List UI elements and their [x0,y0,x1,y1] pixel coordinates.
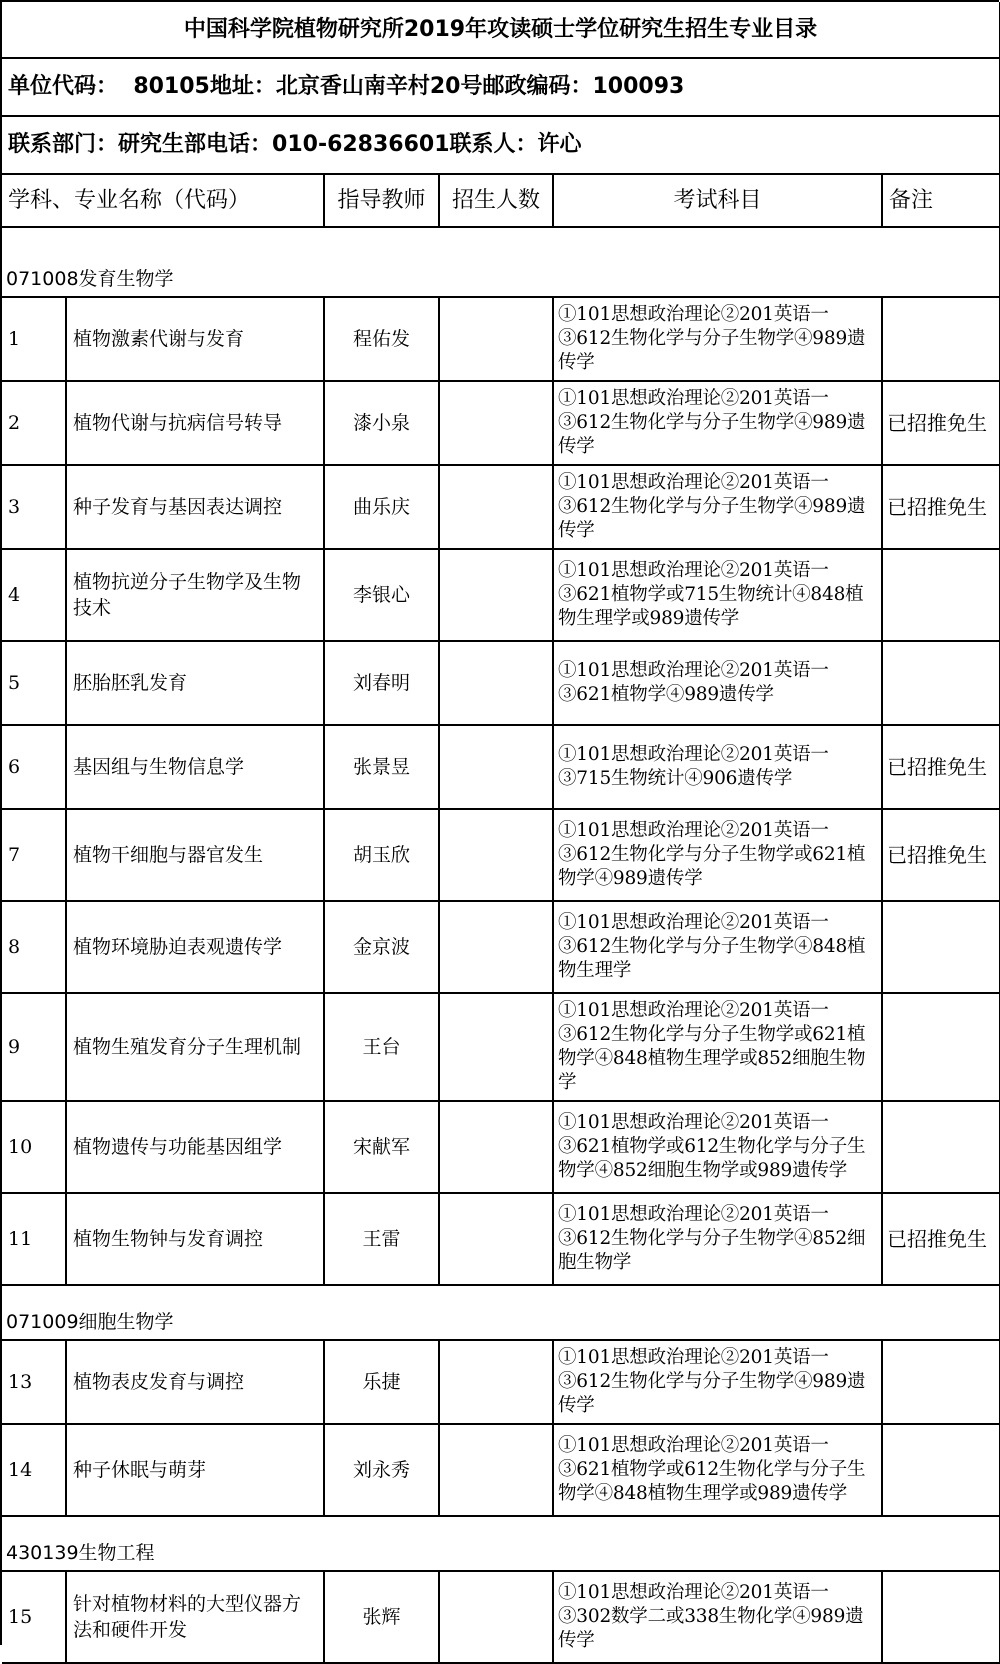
header-note: 备注 [883,175,1000,228]
research-direction: 植物生殖发育分子生理机制 [67,994,325,1102]
quota-cell [440,1572,554,1664]
row-number: 4 [2,550,67,642]
note-cell [883,902,1000,994]
advisor-name: 李银心 [325,550,440,642]
research-direction: 植物环境胁迫表观遗传学 [67,902,325,994]
postcode: 邮政编码：100093 [482,74,685,99]
note-cell: 已招推免生 [883,810,1000,902]
note-cell: 已招推免生 [883,466,1000,550]
row-number: 15 [2,1572,67,1664]
advisor-name: 金京波 [325,902,440,994]
exam-subjects: ①101思想政治理论②201英语一③612生物化学与分子生物学④989遗传学 [554,298,883,382]
row-number: 2 [2,382,67,466]
research-direction: 植物表皮发育与调控 [67,1341,325,1425]
row-number: 14 [2,1425,67,1517]
exam-subjects: ①101思想政治理论②201英语一③621植物学或612生物化学与分子生物学④848植物生理学或989遗传学 [554,1425,883,1517]
department: 联系部门：研究生部 [8,132,207,157]
quota-cell [440,466,554,550]
header-exam: 考试科目 [554,175,883,228]
row-number: 7 [2,810,67,902]
research-direction: 基因组与生物信息学 [67,726,325,810]
advisor-name: 张辉 [325,1572,440,1664]
address: 地址：北京香山南辛村20号 [209,74,483,99]
info-row-unit [2,59,1000,117]
unit-code: 单位代码： 80105 [8,74,210,99]
note-cell: 已招推免生 [883,726,1000,810]
research-direction: 植物遗传与功能基因组学 [67,1102,325,1194]
research-direction: 种子发育与基因表达调控 [67,466,325,550]
quota-cell [440,1102,554,1194]
quota-cell [440,902,554,994]
note-cell [883,1341,1000,1425]
advisor-name: 乐捷 [325,1341,440,1425]
row-number: 13 [2,1341,67,1425]
advisor-name: 刘春明 [325,642,440,726]
contact-person: 联系人：许心 [449,132,582,157]
advisor-name: 程佑发 [325,298,440,382]
quota-cell [440,642,554,726]
header-advisor: 指导教师 [325,175,440,228]
quota-cell [440,1341,554,1425]
row-number: 6 [2,726,67,810]
info-row-contact [2,117,1000,175]
exam-subjects: ①101思想政治理论②201英语一③612生物化学与分子生物学或621植物学④989遗传学 [554,810,883,902]
note-cell: 已招推免生 [883,382,1000,466]
exam-subjects: ①101思想政治理论②201英语一③612生物化学与分子生物学④852细胞生物学 [554,1194,883,1286]
section-heading: 071008发育生物学 [2,228,1000,298]
row-number: 10 [2,1102,67,1194]
exam-subjects: ①101思想政治理论②201英语一③302数学二或338生物化学④989遗传学 [554,1572,883,1664]
note-cell [883,298,1000,382]
research-direction: 植物激素代谢与发育 [67,298,325,382]
quota-cell [440,550,554,642]
exam-subjects: ①101思想政治理论②201英语一③612生物化学与分子生物学或621植物学④848植物生理学或852细胞生物学 [554,994,883,1102]
exam-subjects: ①101思想政治理论②201英语一③621植物学或715生物统计④848植物生理学或989遗传学 [554,550,883,642]
row-number: 9 [2,994,67,1102]
quota-cell [440,1194,554,1286]
exam-subjects: ①101思想政治理论②201英语一③612生物化学与分子生物学④848植物生理学 [554,902,883,994]
research-direction: 植物抗逆分子生物学及生物技术 [67,550,325,642]
section-heading: 430139生物工程 [2,1517,1000,1572]
note-cell [883,550,1000,642]
row-number: 1 [2,298,67,382]
page-title: 中国科学院植物研究所2019年攻读硕士学位研究生招生专业目录 [2,2,1000,59]
exam-subjects: ①101思想政治理论②201英语一③621植物学④989遗传学 [554,642,883,726]
quota-cell [440,1425,554,1517]
advisor-name: 张景昱 [325,726,440,810]
row-number: 8 [2,902,67,994]
header-major: 学科、专业名称（代码） [2,175,325,228]
header-quota: 招生人数 [440,175,554,228]
note-cell: 已招推免生 [883,1194,1000,1286]
note-cell [883,994,1000,1102]
research-direction: 胚胎胚乳发育 [67,642,325,726]
research-direction: 植物干细胞与器官发生 [67,810,325,902]
quota-cell [440,994,554,1102]
quota-cell [440,810,554,902]
quota-cell [440,298,554,382]
advisor-name: 宋献军 [325,1102,440,1194]
advisor-name: 王台 [325,994,440,1102]
exam-subjects: ①101思想政治理论②201英语一③612生物化学与分子生物学④989遗传学 [554,1341,883,1425]
quota-cell [440,382,554,466]
advisor-name: 漆小泉 [325,382,440,466]
note-cell [883,1425,1000,1517]
phone: 电话：010-62836601 [206,132,450,157]
research-direction: 种子休眠与萌芽 [67,1425,325,1517]
advisor-name: 刘永秀 [325,1425,440,1517]
advisor-name: 胡玉欣 [325,810,440,902]
research-direction: 植物生物钟与发育调控 [67,1194,325,1286]
note-cell [883,1572,1000,1664]
exam-subjects: ①101思想政治理论②201英语一③621植物学或612生物化学与分子生物学④852细胞生物学或989遗传学 [554,1102,883,1194]
section-heading: 071009细胞生物学 [2,1286,1000,1341]
advisor-name: 王雷 [325,1194,440,1286]
exam-subjects: ①101思想政治理论②201英语一③715生物统计④906遗传学 [554,726,883,810]
row-number: 11 [2,1194,67,1286]
note-cell [883,1102,1000,1194]
quota-cell [440,726,554,810]
exam-subjects: ①101思想政治理论②201英语一③612生物化学与分子生物学④989遗传学 [554,466,883,550]
research-direction: 针对植物材料的大型仪器方法和硬件开发 [67,1572,325,1664]
advisor-name: 曲乐庆 [325,466,440,550]
research-direction: 植物代谢与抗病信号转导 [67,382,325,466]
row-number: 5 [2,642,67,726]
note-cell [883,642,1000,726]
row-number: 3 [2,466,67,550]
exam-subjects: ①101思想政治理论②201英语一③612生物化学与分子生物学④989遗传学 [554,382,883,466]
